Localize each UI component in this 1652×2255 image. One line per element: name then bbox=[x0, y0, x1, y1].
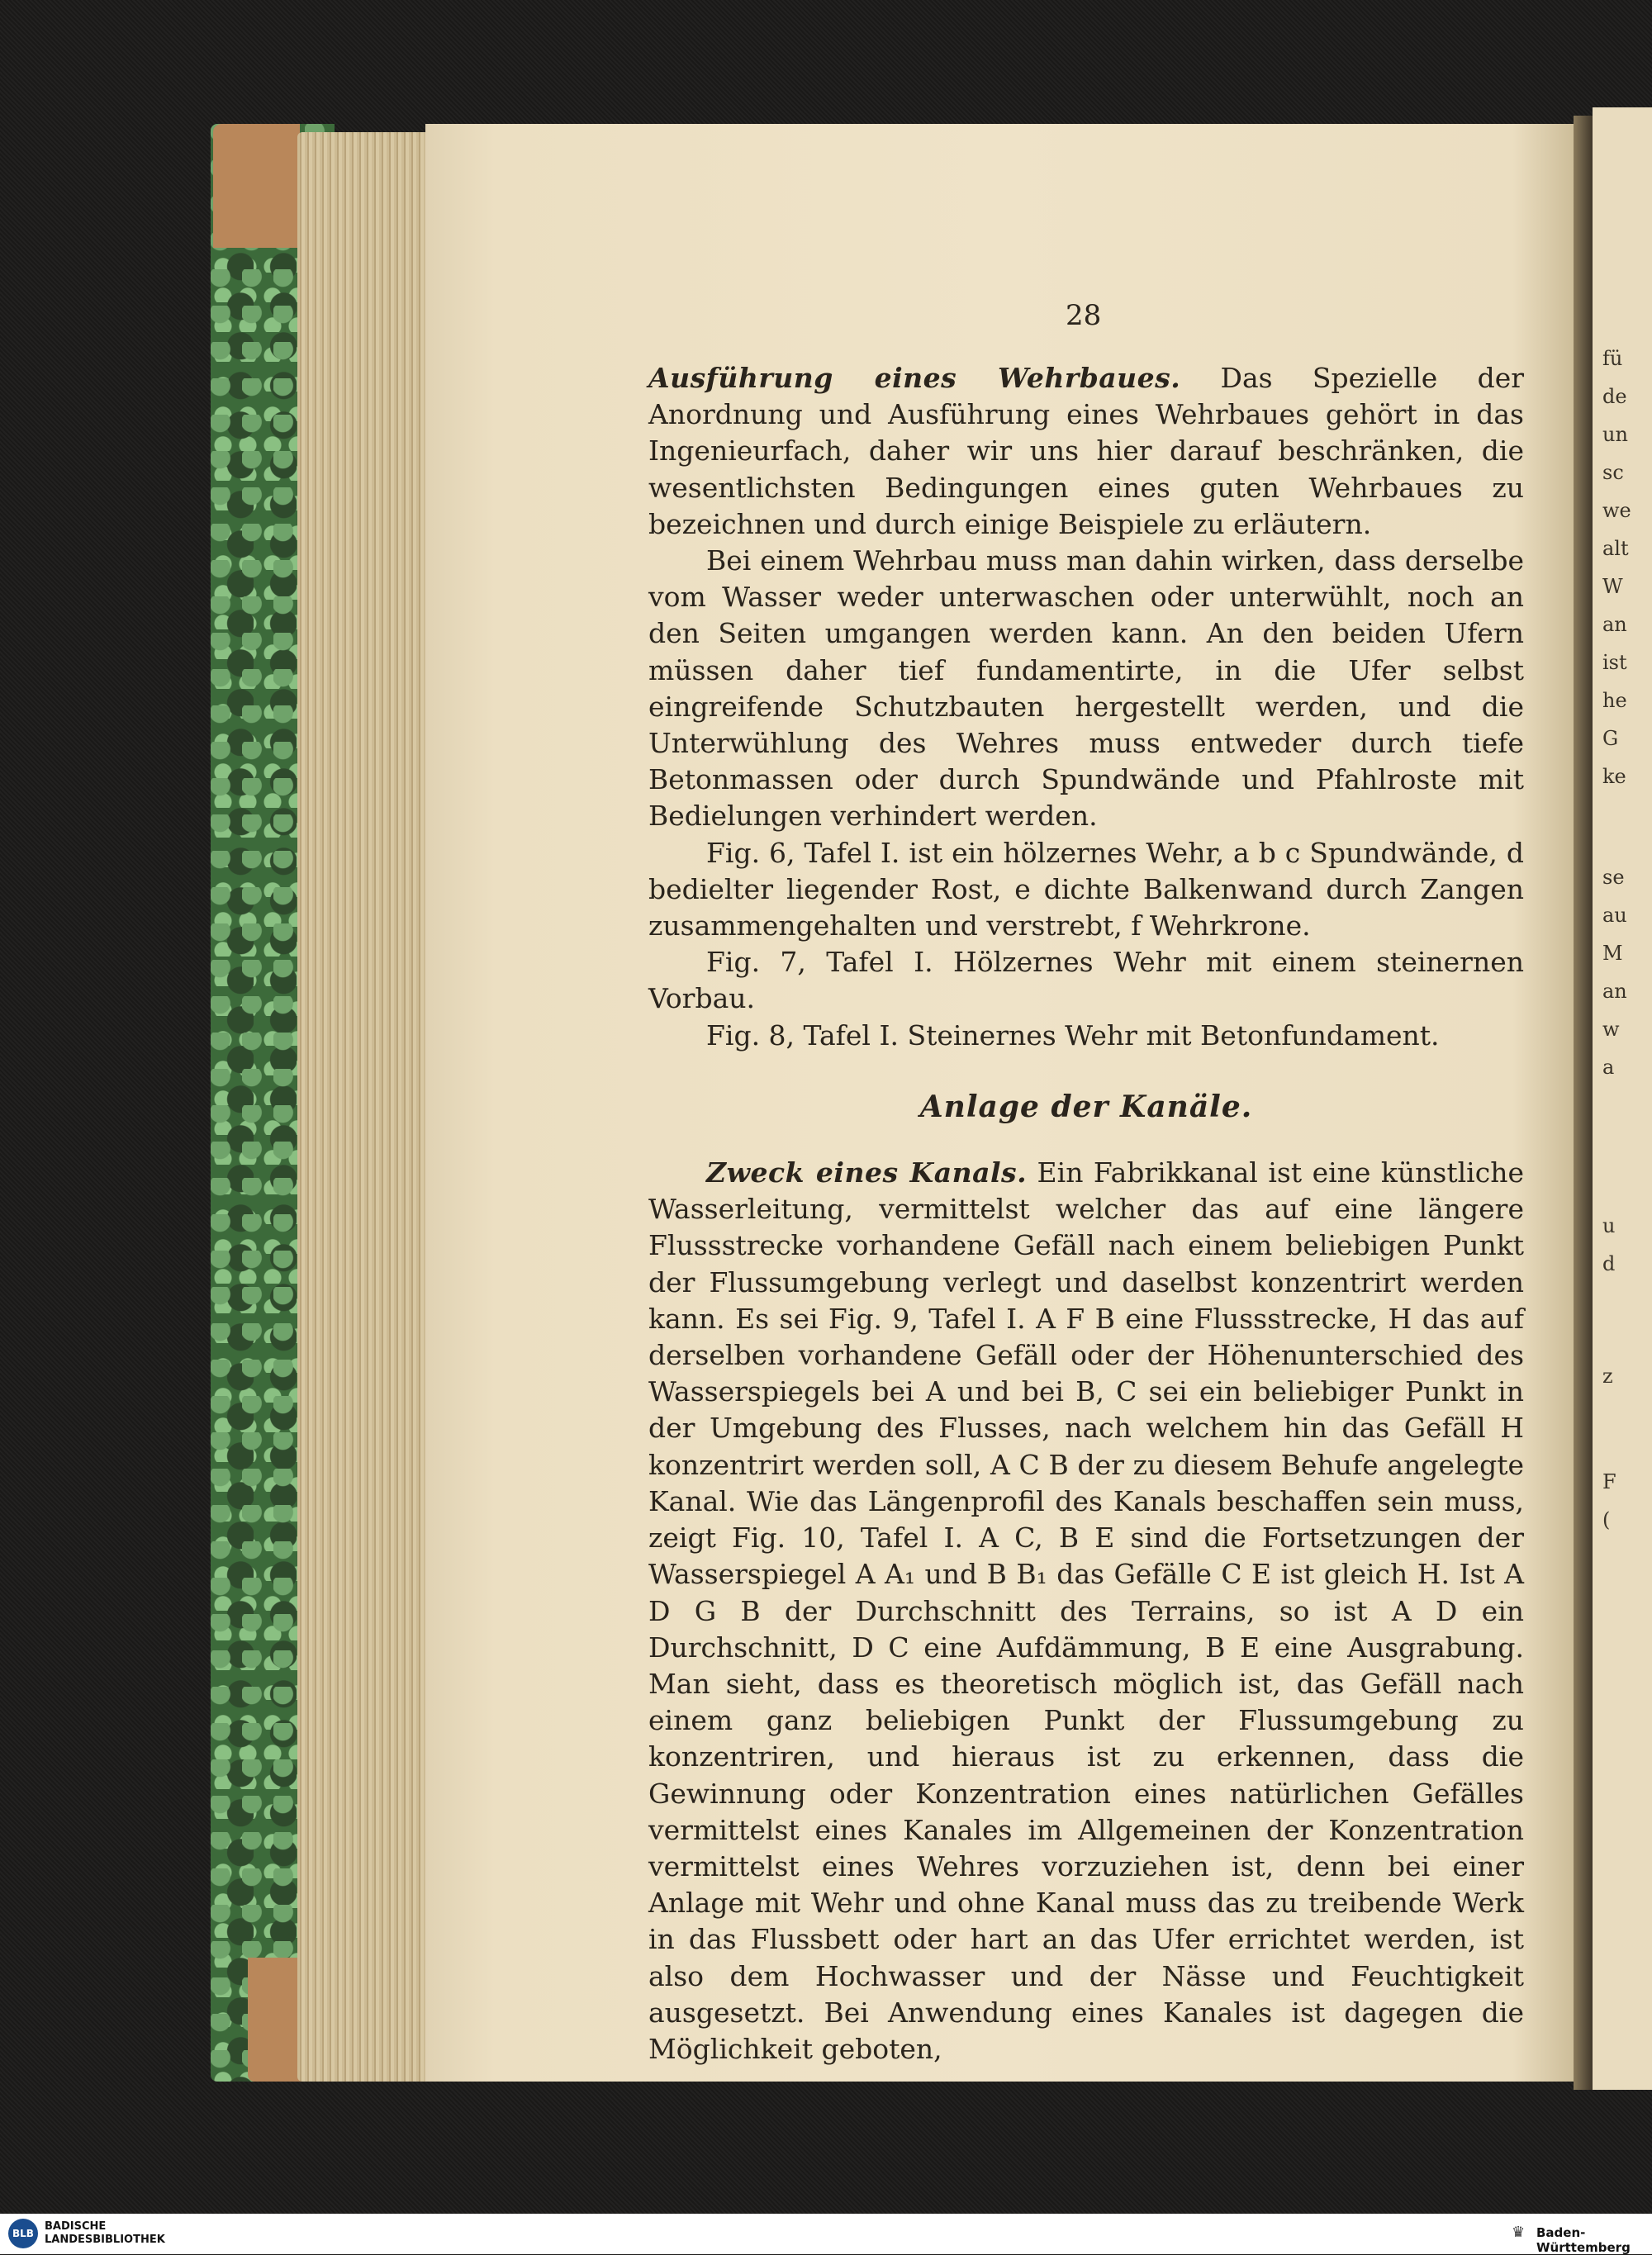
fragment: ist bbox=[1602, 651, 1627, 674]
fragment: he bbox=[1602, 689, 1627, 712]
page-number: 28 bbox=[1066, 299, 1102, 332]
footer-bar bbox=[0, 2214, 1652, 2254]
blb-logo-icon: BLB bbox=[8, 2219, 38, 2248]
next-page-fragment bbox=[1593, 107, 1652, 2090]
fragment: u bbox=[1602, 1214, 1616, 1237]
paragraph: Fig. 8, Tafel I. Steinernes Wehr mit Betonfundament. bbox=[706, 1018, 1440, 1052]
library-name bbox=[45, 2220, 165, 2247]
fragment: ( bbox=[1602, 1508, 1611, 1531]
paragraph: Fig. 6, Tafel I. ist ein hölzernes Wehr, a b c Spundwände, d bedielter liegender Rost, e dichte Balkenwand durch Zangen zusammengehalten und verstrebt, f Wehrkrone. bbox=[648, 836, 1524, 942]
fragment: au bbox=[1602, 904, 1627, 927]
fragment: z bbox=[1602, 1365, 1613, 1388]
fragment: ke bbox=[1602, 765, 1626, 788]
fragment: F bbox=[1602, 1470, 1616, 1493]
fragment: W bbox=[1602, 575, 1623, 598]
paragraph-text: Das Spezielle der Anordnung und Ausführung eines Wehrbaues gehört in das Ingenieurfach, daher wir uns hier darauf beschränken, die wesentlichsten Bedingungen eines guten Wehrbaues zu bezeichnen und durch einige Beispiele zu erläutern. bbox=[648, 362, 1524, 540]
library-name-line2: LANDESBIBLIOTHEK bbox=[45, 2234, 165, 2246]
coat-of-arms-icon: ♛ bbox=[1512, 2224, 1526, 2241]
paragraph: Fig. 7, Tafel I. Hölzernes Wehr mit einem steinernen Vorbau. bbox=[648, 946, 1524, 1015]
library-name-line1: BADISCHE bbox=[45, 2220, 107, 2233]
page-text bbox=[648, 297, 1524, 2067]
run-in-heading: Ausführung eines Wehrbaues. bbox=[648, 362, 1181, 394]
state-name: Baden-Württemberg bbox=[1536, 2225, 1631, 2255]
section-heading: Anlage der Kanäle. bbox=[919, 1089, 1253, 1124]
fragment: M bbox=[1602, 942, 1623, 965]
run-in-heading: Zweck eines Kanals. bbox=[706, 1156, 1028, 1189]
fragment: an bbox=[1602, 980, 1627, 1003]
fragment: an bbox=[1602, 613, 1627, 636]
page-block-edge bbox=[297, 132, 434, 2082]
paragraph-text: Ein Fabrikkanal ist eine künstliche Wasserleitung, vermittelst welcher das auf eine längere Flussstrecke vorhandene Gefäll nach einem beliebigen Punkt der Flussumgebung verlegt und daselbst konzentrirt werden kann. Es sei Fig. 9, Tafel I. A F B eine Flussstrecke, H das auf derselben vorhandene Gefäll oder der Höhenunterschied des Wasserspiegels bei A und bei B, C sei ein beliebiger Punkt in der Umgebung des Flusses, nach welchem hin das Gefäll H konzentrirt werden soll, A C B der zu diesem Behufe angelegte Kanal. Wie das Längenprofil des Kanals beschaffen sein muss, zeigt Fig. 10, Tafel I. A C, B E sind die Fortsetzungen der Wasserspiegel A A₁ und B B₁ das Gefälle C E ist gleich H. Ist A D G B der Durchschnitt des Terrains, so ist A D ein Durchschnitt, D C eine Aufdämmung, B E eine Ausgrabung. Man sieht, dass es theoretisch möglich ist, das Gefäll nach einem ganz beliebigen Punkt der Flussumgebung zu konzentriren, und hieraus ist zu erkennen, dass die Gewinnung oder Konzentration eines natürlichen Gefälles vermittelst eines Kanales im Allgemeinen der Konzentration vermittelst eines Wehres vorzuziehen ist, denn bei einer Anlage mit Wehr und ohne Kanal muss das zu treibende Werk in das Flussbett oder hart an das Ufer errichtet werden, ist also dem Hochwasser und der Nässe und Feuchtigkeit ausgesetzt. Bei Anwendung eines Kanales ist dagegen die Möglichkeit geboten, bbox=[648, 1156, 1524, 2065]
fragment: G bbox=[1602, 727, 1619, 750]
fragment: we bbox=[1602, 499, 1631, 522]
fragment: a bbox=[1602, 1056, 1615, 1079]
paragraph-canal-purpose bbox=[648, 1155, 1524, 2067]
fragment: de bbox=[1602, 385, 1627, 408]
fragment: fü bbox=[1602, 347, 1623, 370]
fragment: un bbox=[1602, 423, 1628, 446]
fragment: d bbox=[1602, 1252, 1616, 1275]
paragraph-weir-construction bbox=[648, 360, 1524, 543]
fragment: alt bbox=[1602, 537, 1629, 560]
fragment: se bbox=[1602, 866, 1625, 889]
book-gutter bbox=[1574, 116, 1594, 2090]
fragment: w bbox=[1602, 1018, 1620, 1041]
paragraph: Bei einem Wehrbau muss man dahin wirken, dass derselbe vom Wasser weder unterwaschen oder unterwühlt, noch an den Seiten umgangen werden kann. An den beiden Ufern müssen daher tief fundamentirte, in die Ufer selbst eingreifende Schutzbauten hergestellt werden, und die Unterwühlung des Wehres muss entweder durch tiefe Betonmassen oder durch Spundwände und Pfahlroste mit Bedielungen verhindert werden. bbox=[648, 544, 1524, 833]
fragment: sc bbox=[1602, 461, 1624, 484]
cover-corner-top bbox=[213, 124, 300, 248]
